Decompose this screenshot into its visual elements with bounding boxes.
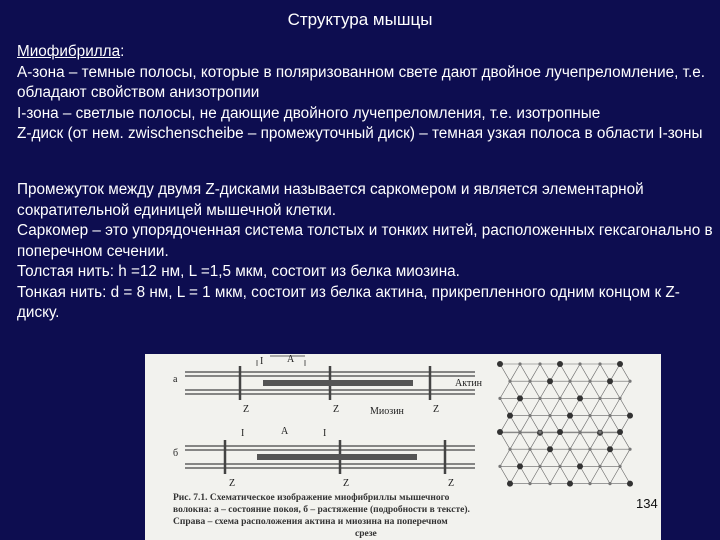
myosin-dot xyxy=(617,429,623,435)
caption-line-4: срезе xyxy=(355,529,377,539)
actin-dot xyxy=(538,362,541,365)
a-zone-definition: А-зона – темные полосы, которые в поляризованном свете дают двойное лучепреломление, т.е. обладают свойством анизотропии xyxy=(17,63,705,101)
lattice-link xyxy=(500,381,510,398)
cross-section-lattice-b xyxy=(497,429,633,487)
myosin-dot xyxy=(557,361,563,367)
lattice-link xyxy=(610,466,620,483)
sarcomere-definition: Промежуток между двумя Z-дисками называется саркомером и является элементарной сократительной единицей мышечной клетки. xyxy=(17,181,644,219)
myofibril-diagram xyxy=(145,354,661,540)
lattice-link xyxy=(540,466,550,483)
lattice-link xyxy=(600,466,610,483)
lattice-link xyxy=(530,398,540,415)
actin-dot xyxy=(538,430,541,433)
actin-dot xyxy=(558,397,561,400)
thick-filament: Толстая нить: h =12 нм, L =1,5 мкм, состоит из белка миозина. xyxy=(17,263,460,280)
lattice-link xyxy=(590,432,600,449)
actin-dot xyxy=(568,380,571,383)
caption-line-2: волокна: а – состояние покоя, б – растяжение (подробности в тексте). xyxy=(173,505,470,515)
row-b-I2: I xyxy=(323,428,327,439)
myosin-dot xyxy=(517,463,523,469)
actin-dot xyxy=(508,448,511,451)
actin-dot xyxy=(598,397,601,400)
myosin-dot xyxy=(577,463,583,469)
lattice-link xyxy=(530,466,540,483)
row-a-label: a xyxy=(173,374,178,385)
actin-dot xyxy=(508,380,511,383)
thin-filament: Тонкая нить: d = 8 нм, L = 1 мкм, состоит из белка актина, прикрепленного одним концом к Z-диску. xyxy=(17,283,680,321)
myosin-dot xyxy=(507,481,513,487)
myosin-dot xyxy=(567,481,573,487)
actin-dot xyxy=(618,465,621,468)
actin-dot xyxy=(518,430,521,433)
actin-dot xyxy=(538,397,541,400)
actin-dot xyxy=(588,414,591,417)
lattice-link xyxy=(560,449,570,466)
lattice-link xyxy=(530,381,540,398)
page-number: 134 xyxy=(636,496,658,511)
lattice-link xyxy=(530,432,540,449)
lattice-link xyxy=(590,466,600,483)
lattice-link xyxy=(600,398,610,415)
lattice-link xyxy=(580,364,590,381)
lattice-link xyxy=(530,449,540,466)
lattice-link xyxy=(530,364,540,381)
row-a-A: A xyxy=(287,354,295,365)
i-zone-definition: I-зона – светлые полосы, не дающие двойного лучепреломления, т.е. изотропные xyxy=(17,104,601,122)
actin-dot xyxy=(548,414,551,417)
myosin-dot xyxy=(627,413,633,419)
row-b-myosin xyxy=(257,454,417,460)
myofibril-term: Миофибрилла xyxy=(17,43,121,60)
actin-dot xyxy=(528,482,531,485)
myosin-dot xyxy=(557,429,563,435)
myosin-dot xyxy=(517,395,523,401)
actin-dot xyxy=(578,430,581,433)
lattice-link xyxy=(590,381,600,398)
row-b-Z2: Z xyxy=(343,478,350,489)
row-b-I1: I xyxy=(241,428,245,439)
row-a-Z2: Z xyxy=(333,404,340,415)
lattice-link xyxy=(610,398,620,415)
actin-dot xyxy=(628,448,631,451)
actin-dot xyxy=(518,362,521,365)
myosin-dot xyxy=(567,413,573,419)
row-a-Z3: Z xyxy=(433,404,440,415)
lattice-link xyxy=(620,449,630,466)
lattice-link xyxy=(520,416,530,433)
myofibril-figure xyxy=(145,354,661,540)
z-disc-definition: Z-диск (от нем. zwischenscheibe – промежуточный диск) – темная узкая полоса в области I-зоны xyxy=(17,125,703,142)
actin-dot xyxy=(498,465,501,468)
actin-dot xyxy=(608,414,611,417)
actin-dot xyxy=(588,482,591,485)
row-b-label: б xyxy=(173,448,179,459)
row-b-A: A xyxy=(281,426,289,437)
lattice-link xyxy=(520,432,530,449)
actin-dot xyxy=(528,414,531,417)
actin-dot xyxy=(588,380,591,383)
actin-dot xyxy=(618,397,621,400)
row-a-brackets xyxy=(257,356,305,366)
lattice-link xyxy=(580,432,590,449)
actin-dot xyxy=(578,362,581,365)
lattice-link xyxy=(510,364,520,381)
actin-dot xyxy=(588,448,591,451)
cross-section-lattice-a xyxy=(497,361,633,436)
myosin-dot xyxy=(577,395,583,401)
row-a-myosin xyxy=(263,380,413,386)
row-b-Z1: Z xyxy=(229,478,236,489)
slide-title: Структура мышцы xyxy=(287,10,433,29)
lattice-link xyxy=(570,432,580,449)
caption-line-3: Справа – схема расположения актина и миозина на поперечном xyxy=(173,517,448,527)
actin-label: Актин xyxy=(455,378,483,389)
lattice-link xyxy=(590,449,600,466)
lattice-link xyxy=(540,398,550,415)
myosin-dot xyxy=(607,446,613,452)
myosin-dot xyxy=(497,429,503,435)
row-a-Z1: Z xyxy=(243,404,250,415)
myofibril-term-suffix: : xyxy=(120,43,125,60)
lattice-link xyxy=(500,449,510,466)
lattice-link xyxy=(560,381,570,398)
actin-dot xyxy=(498,397,501,400)
sarcomere-description xyxy=(17,180,717,324)
row-b-Z3: Z xyxy=(448,478,455,489)
myosin-dot xyxy=(607,378,613,384)
lattice-link xyxy=(620,381,630,398)
lattice-link xyxy=(510,432,520,449)
lattice-link xyxy=(590,398,600,415)
actin-dot xyxy=(608,482,611,485)
actin-dot xyxy=(558,465,561,468)
actin-dot xyxy=(538,465,541,468)
actin-dot xyxy=(528,448,531,451)
myofibril-definitions xyxy=(17,42,717,145)
myosin-dot xyxy=(547,378,553,384)
lattice-link xyxy=(520,364,530,381)
lattice-link xyxy=(550,398,560,415)
lattice-link xyxy=(550,466,560,483)
actin-dot xyxy=(628,380,631,383)
lattice-link xyxy=(580,416,590,433)
myosin-dot xyxy=(627,481,633,487)
sarcomere-structure: Саркомер – это упорядоченная система толстых и тонких нитей, расположенных гексагонально в поперечном сечении. xyxy=(17,222,713,260)
actin-dot xyxy=(598,430,601,433)
myosin-dot xyxy=(617,361,623,367)
lattice-link xyxy=(570,364,580,381)
row-a-I: I xyxy=(260,356,264,367)
myosin-dot xyxy=(507,413,513,419)
actin-dot xyxy=(598,362,601,365)
myosin-label: Миозин xyxy=(370,406,404,417)
actin-dot xyxy=(528,380,531,383)
actin-dot xyxy=(568,448,571,451)
actin-dot xyxy=(598,465,601,468)
lattice-link xyxy=(590,364,600,381)
myofibril-term-line xyxy=(17,42,717,63)
caption-line-1: Рис. 7.1. Схематическое изображение миофибриллы мышечного xyxy=(173,493,450,503)
myosin-dot xyxy=(497,361,503,367)
actin-dot xyxy=(548,482,551,485)
myosin-dot xyxy=(547,446,553,452)
